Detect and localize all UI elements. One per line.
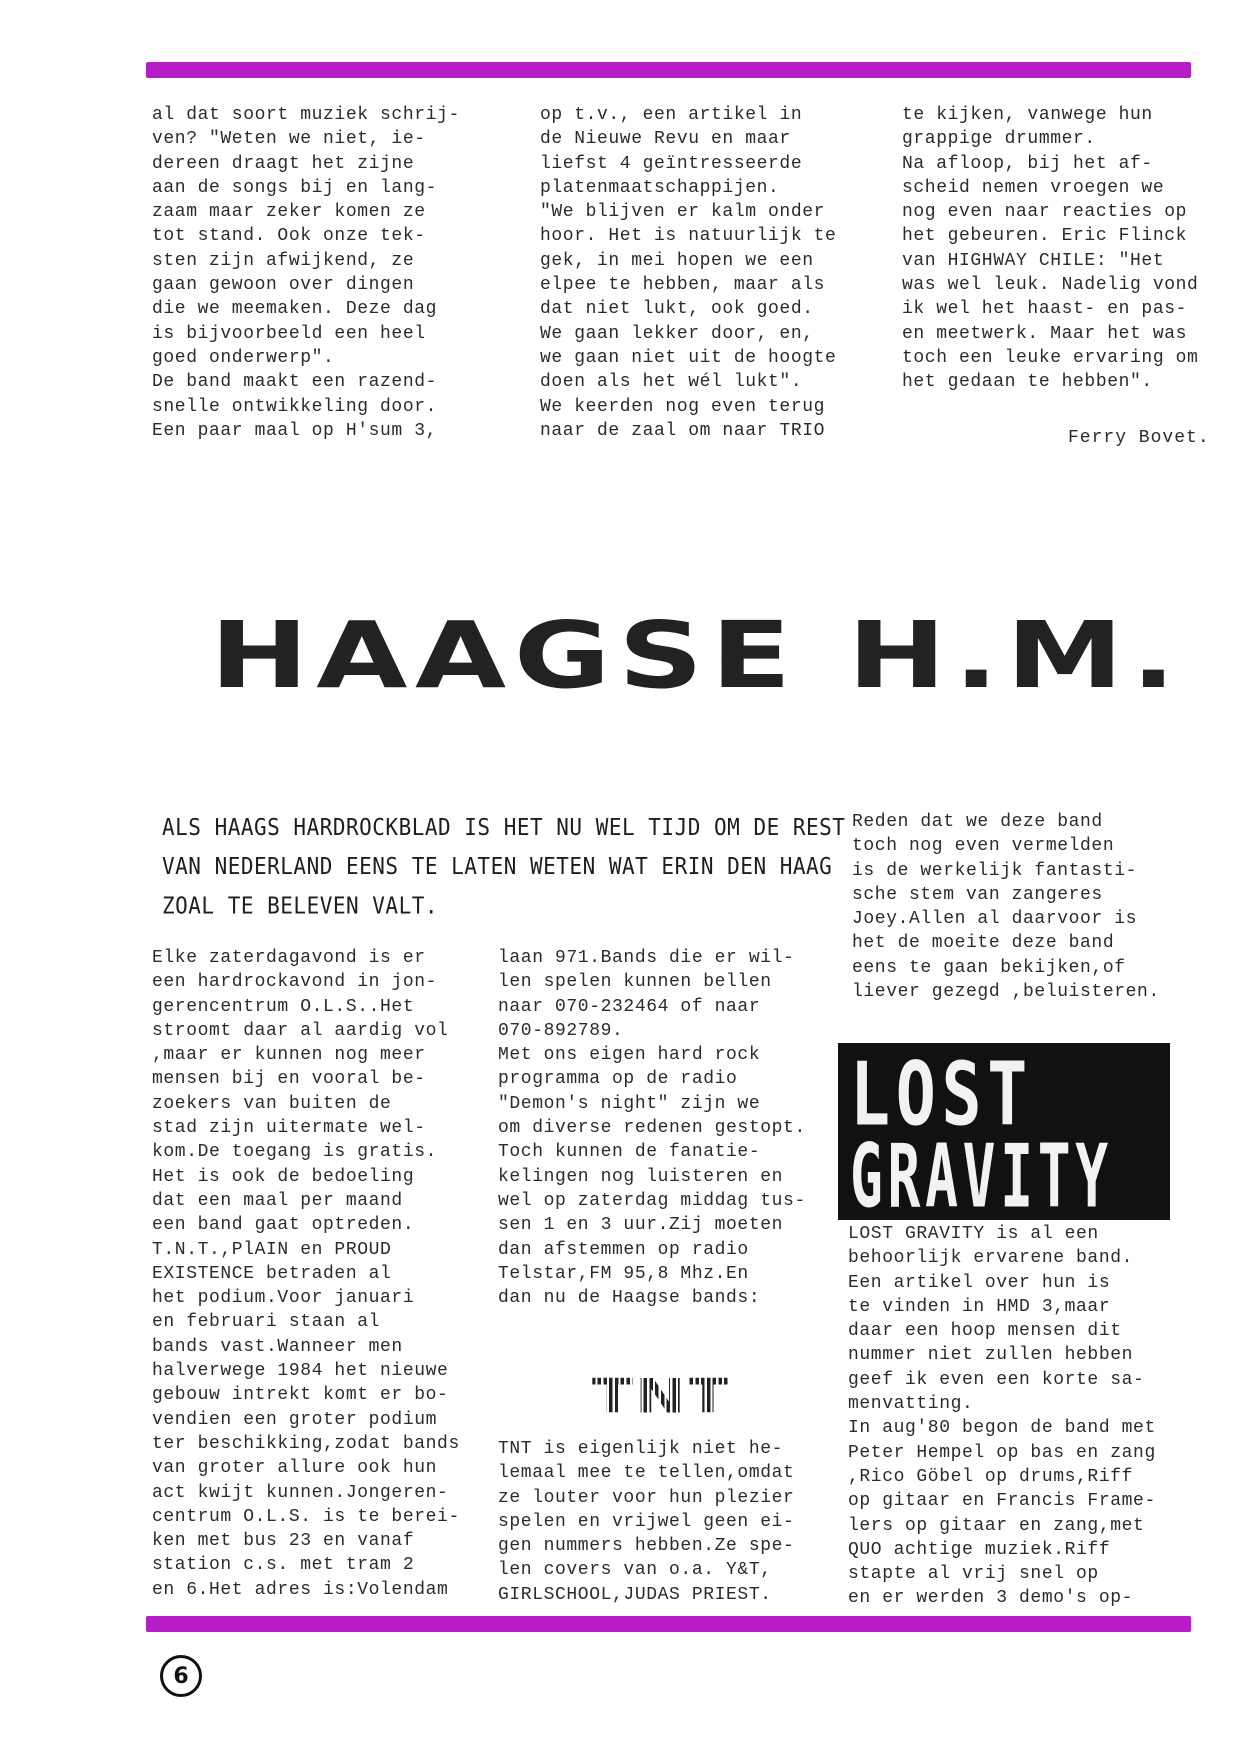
author-signature: Ferry Bovet. xyxy=(1068,428,1210,448)
top-column-2: op t.v., een artikel in de Nieuwe Revu en maar liefst 4 geïntresseerde platenmaatschappijen. "We blijven er kalm onder hoor. Het is natuurlijk te gek, in mei hopen we een elpee te hebben, maar als dat niet lukt, ook goed. We gaan lekker door, en, we gaan niet uit de hoogte doen als het wél lukt". We keerden nog even terug naar de zaal om naar TRIO xyxy=(540,105,837,441)
intro-paragraph: ALS HAAGS HARDROCKBLAD IS HET NU WEL TIJD OM DE REST VAN NEDERLAND EENS TE LATEN WETEN WAT ERIN DEN HAAG ZOAL TE BELEVEN VALT. xyxy=(162,813,846,919)
top-column-1: al dat soort muziek schrij- ven? "Weten we niet, ie- dereen draagt het zijne aan de songs bij en lang- zaam maar zeker komen ze tot stand. Ook onze tek- sten zijn afwijkend, ze gaan gewoon over dingen die we meemaken. Deze dag is bijvoorbeeld een heel goed onderwerp". De band maakt een razend- snelle ontwikkeling door. Een paar maal op H'sum 3, xyxy=(152,105,460,441)
bottom-column-2-top: laan 971.Bands die er wil- len spelen kunnen bellen naar 070-232464 of naar 070-892789. Met ons eigen hard rock programma op de radio "Demon's night" zijn we om diverse redenen gestopt. Toch kunnen de fanatie- kelingen nog luisteren en wel op zaterdag middag tus- sen 1 en 3 uur.Zij moeten dan afstemmen op radio Telstar,FM 95,8 Mhz.En dan nu de Haagse bands: xyxy=(498,948,806,1309)
lost-gravity-logo-line1: LOST xyxy=(850,1043,1033,1146)
page-number: 6 xyxy=(160,1655,202,1697)
page-headline: HAAGSE H.M. xyxy=(210,602,1184,709)
top-column-3: te kijken, vanwege hun grappige drummer. Na afloop, bij het af- scheid nemen vroegen we nog even naar reacties op het gebeuren. Eric Flinck van HIGHWAY CHILE: "Het was wel leuk. Nadelig vond ik wel het haast- en pas- en meetwerk. Maar het was toch een leuke ervaring om het gedaan te hebben". xyxy=(902,105,1199,393)
lost-gravity-logo-line2: GRAVITY xyxy=(850,1125,1113,1220)
bottom-accent-bar xyxy=(146,1616,1191,1632)
tnt-logo: TNT xyxy=(592,1370,731,1425)
bottom-column-1: Elke zaterdagavond is er een hardrockavond in jon- gerencentrum O.L.S..Het stroomt daar al aardig vol ,maar er kunnen nog meer mensen bij en vooral be- zoekers van buiten de stad zijn uitermate wel- kom.De toegang is gratis. Het is ook de bedoeling dat een maal per maand een band gaat optreden. T.N.T.,PlAIN en PROUD EXISTENCE betraden al het podium.Voor januari en februari staan al bands vast.Wanneer men halverwege 1984 het nieuwe gebouw intrekt komt er bo- vendien een groter podium ter beschikking,zodat bands van groter allure ook hun act kwijt kunnen.Jongeren- centrum O.L.S. is te berei- ken met bus 23 en vanaf station c.s. met tram 2 en 6.Het adres is:Volendam xyxy=(152,948,460,1600)
bottom-column-2-bottom: TNT is eigenlijk niet he- lemaal mee te tellen,omdat ze louter voor hun plezier spelen en vrijwel geen ei- gen nummers hebben.Ze spe- len covers van o.a. Y&T, GIRLSCHOOL,JUDAS PRIEST. xyxy=(498,1439,795,1605)
bottom-column-3-bottom: LOST GRAVITY is al een behoorlijk ervarene band. Een artikel over hun is te vinden in HMD 3,maar daar een hoop mensen dit nummer niet zullen hebben geef ik even een korte sa- menvatting. In aug'80 begon de band met Peter Hempel op bas en zang ,Rico Göbel op drums,Riff op gitaar en Francis Frame- lers op gitaar en zang,met QUO achtige muziek.Riff stapte al vrij snel op en er werden 3 demo's op- xyxy=(848,1224,1156,1609)
top-accent-bar xyxy=(146,62,1191,78)
bottom-column-3-top: Reden dat we deze band toch nog even vermelden is de werkelijk fantasti- sche stem van zangeres Joey.Allen al daarvoor is het de moeite deze band eens te gaan bekijken,of liever gezegd ,beluisteren. xyxy=(852,812,1160,1003)
lost-gravity-logo xyxy=(838,1043,1170,1220)
